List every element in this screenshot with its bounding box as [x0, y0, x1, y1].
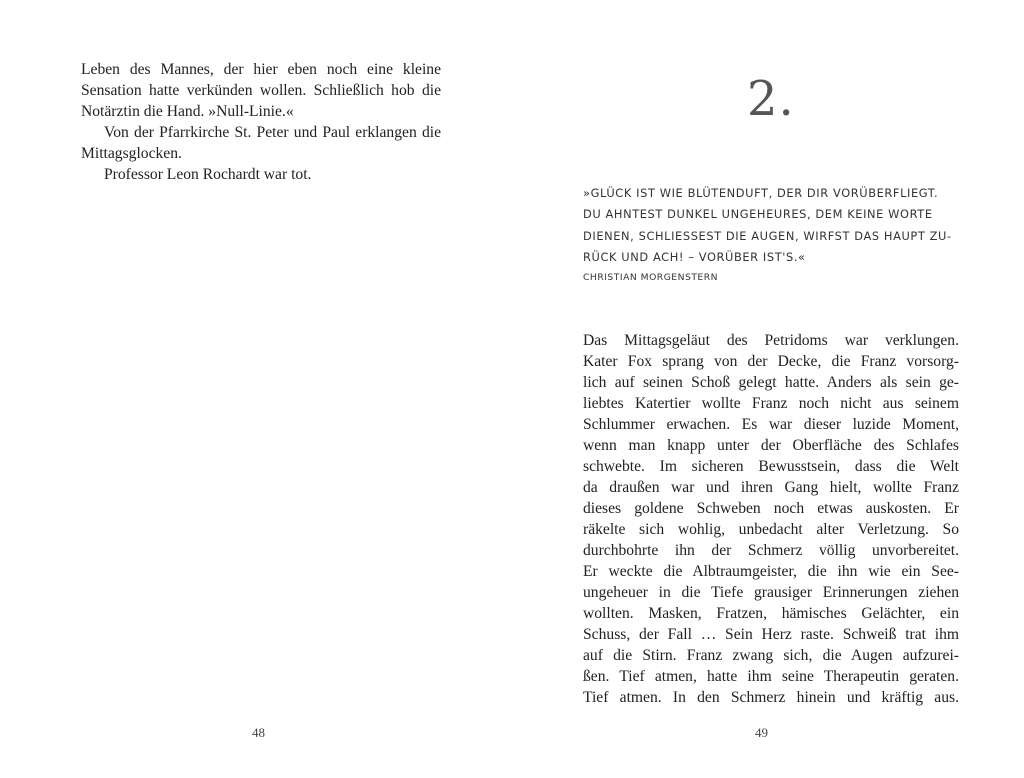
text-line: wenn man knapp unter der Oberfläche des Schlafes: [583, 437, 959, 454]
epigraph-line: DIENEN, SCHLIESSEST DIE AUGEN, WIRFST DAS HAUPT ZU-: [583, 228, 952, 243]
text-line: Kater Fox sprang von der Decke, die Franz vorsorg-: [583, 353, 959, 370]
text-line: Schuss, der Fall … Sein Herz raste. Schweiß trat ihm: [583, 626, 959, 643]
epigraph-line: »GLÜCK IST WIE BLÜTENDUFT, DER DIR VORÜBERFLIEGT.: [583, 186, 939, 200]
epigraph: [583, 183, 963, 268]
left-page-text: [81, 59, 441, 185]
text-line: liebtes Katertier wollte Franz noch nicht aus seinem: [583, 395, 959, 412]
right-page: [512, 0, 1024, 778]
paragraph: Leben des Mannes, der hier eben noch eine kleine Sensation hatte verkünden wollen. Schließlich hob die Notärztin die Hand. »Null-Linie.«: [81, 61, 441, 120]
paragraph: Von der Pfarrkirche St. Peter und Paul erklangen die Mittagsglocken.: [81, 124, 441, 162]
text-line: lich auf seinen Schoß gelegt hatte. Anders als sein ge-: [583, 374, 959, 391]
text-line: Das Mittagsgeläut des Petridoms war verklungen.: [583, 332, 959, 349]
right-page-text: [583, 330, 959, 708]
text-line: ungeheuer in die Tiefe grausiger Erinnerungen ziehen: [583, 584, 959, 601]
epigraph-line: RÜCK UND ACH! – VORÜBER IST'S.«: [583, 249, 806, 264]
text-line: Er weckte die Albtraumgeister, die ihn wie ein See-: [583, 563, 959, 580]
text-line: Tief atmen. In den Schmerz hinein und kräftig aus.: [583, 689, 959, 706]
chapter-number: 2.: [747, 71, 795, 127]
text-line: räkelte sich wohlig, unbedacht alter Verletzung. So: [583, 521, 959, 538]
text-line: auf die Stirn. Franz zwang sich, die Augen aufzurei-: [583, 647, 959, 664]
text-line: dieses goldene Schweben noch etwas auskosten. Er: [583, 500, 959, 517]
text-line: da draußen war und ihren Gang hielt, wollte Franz: [583, 479, 959, 496]
page-number-left: 48: [252, 725, 265, 740]
text-line: wollten. Masken, Fratzen, hämisches Gelächter, ein: [583, 605, 959, 622]
epigraph-author: CHRISTIAN MORGENSTERN: [583, 272, 718, 283]
text-line: schwebte. Im sicheren Bewusstsein, dass die Welt: [583, 458, 959, 475]
text-line: ßen. Tief atmen, hatte ihm seine Therapeutin geraten.: [583, 668, 959, 685]
paragraph: Professor Leon Rochardt war tot.: [104, 166, 312, 183]
page-number-right: 49: [755, 725, 768, 740]
text-line: Schlummer erwachen. Es war dieser luzide Moment,: [583, 416, 959, 433]
epigraph-line: DU AHNTEST DUNKEL UNGEHEURES, DEM KEINE WORTE: [583, 207, 933, 222]
text-line: durchbohrte ihn der Schmerz völlig unvorbereitet.: [583, 542, 959, 559]
